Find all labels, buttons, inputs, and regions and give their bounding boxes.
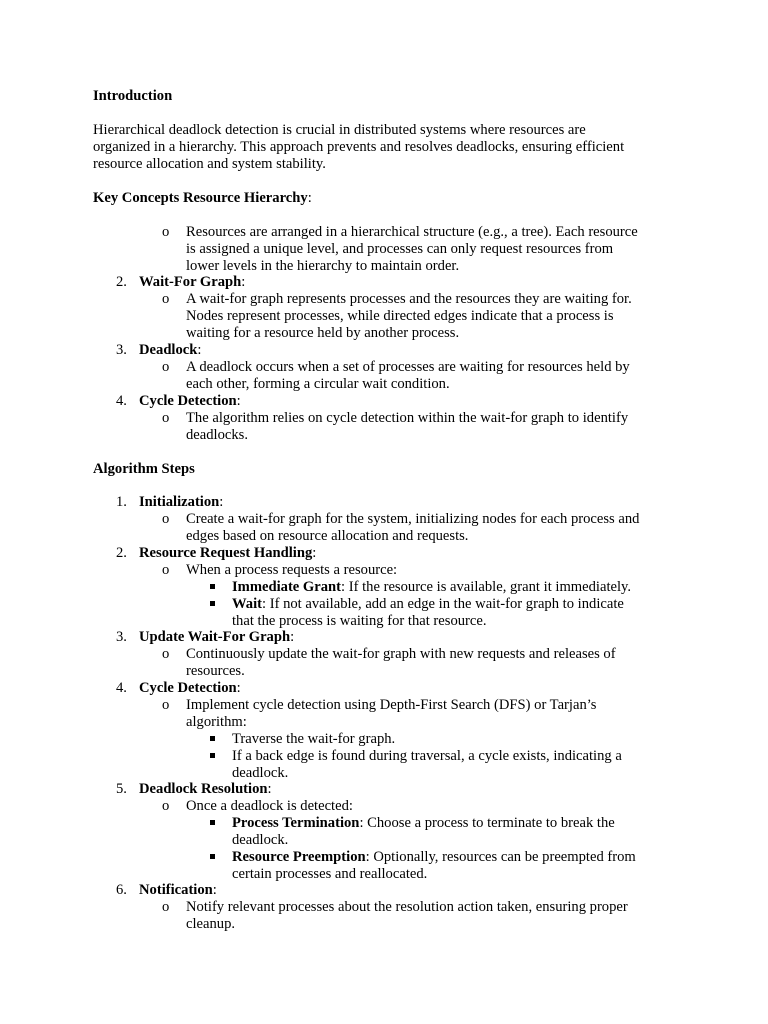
list-number: 3. [116, 629, 127, 645]
bullet-square [210, 820, 215, 825]
intro-paragraph-line: resource allocation and system stability. [93, 156, 326, 172]
list-item-title: Deadlock Resolution: [139, 781, 272, 797]
bullet-square [210, 584, 215, 589]
sub-item-text: that the process is waiting for that resource. [232, 613, 487, 629]
list-item-title: Wait-For Graph: [139, 274, 246, 290]
list-number: 5. [116, 781, 127, 797]
list-item-text: each other, forming a circular wait condition. [186, 376, 450, 392]
list-item-text: Once a deadlock is detected: [186, 798, 353, 814]
list-item-text: The algorithm relies on cycle detection within the wait-for graph to identify [186, 410, 629, 426]
bullet-circle: o [162, 359, 170, 375]
intro-heading: Introduction [93, 88, 173, 104]
list-item-text: algorithm: [186, 714, 247, 730]
sub-item-text: Immediate Grant: If the resource is available, grant it immediately. [232, 579, 632, 595]
list-item-text: is assigned a unique level, and processes can only request resources from [186, 241, 614, 257]
list-item-text: cleanup. [186, 916, 236, 932]
list-item-title: Notification: [139, 882, 217, 898]
bullet-circle: o [162, 697, 170, 713]
sub-item-text: deadlock. [232, 765, 289, 781]
bullet-square [210, 854, 215, 859]
sub-item-text: Traverse the wait-for graph. [232, 731, 396, 747]
list-item-text: Create a wait-for graph for the system, initializing nodes for each process and [186, 511, 640, 527]
bullet-square [210, 601, 215, 606]
sub-item-text: Resource Preemption: Optionally, resources can be preempted from [232, 849, 636, 865]
algorithm-steps-heading: Algorithm Steps [93, 461, 195, 477]
sub-item-text: certain processes and reallocated. [232, 866, 428, 882]
list-item-text: When a process requests a resource: [186, 562, 398, 578]
sub-item-text: Wait: If not available, add an edge in the wait-for graph to indicate [232, 596, 624, 612]
list-item-text: Nodes represent processes, while directed edges indicate that a process is [186, 308, 614, 324]
list-number: 6. [116, 882, 127, 898]
intro-paragraph-line: Hierarchical deadlock detection is crucial in distributed systems where resources are [93, 122, 586, 138]
list-item-text: waiting for a resource held by another process. [186, 325, 460, 341]
list-item-text: A deadlock occurs when a set of processes are waiting for resources held by [186, 359, 630, 375]
bullet-circle: o [162, 646, 170, 662]
list-number: 1. [116, 494, 127, 510]
list-number: 2. [116, 545, 127, 561]
bullet-square [210, 736, 215, 741]
list-item-text: edges based on resource allocation and requests. [186, 528, 469, 544]
bullet-circle: o [162, 798, 170, 814]
list-item-title: Cycle Detection: [139, 393, 241, 409]
list-item-title: Initialization: [139, 494, 224, 510]
bullet-square [210, 753, 215, 758]
bullet-circle: o [162, 410, 170, 426]
key-concepts-heading: Key Concepts Resource Hierarchy: [93, 190, 312, 206]
list-item-text: deadlocks. [186, 427, 249, 443]
bullet-circle: o [162, 511, 170, 527]
list-number: 3. [116, 342, 127, 358]
sub-item-text: If a back edge is found during traversal, a cycle exists, indicating a [232, 748, 622, 764]
list-number: 2. [116, 274, 127, 290]
list-item-text: lower levels in the hierarchy to maintain order. [186, 258, 460, 274]
list-item-text: Notify relevant processes about the resolution action taken, ensuring proper [186, 899, 628, 915]
list-number: 4. [116, 393, 127, 409]
list-item-title: Cycle Detection: [139, 680, 241, 696]
sub-item-text: Process Termination: Choose a process to terminate to break the [232, 815, 615, 831]
sub-item-text: deadlock. [232, 832, 289, 848]
list-item-text: Continuously update the wait-for graph with new requests and releases of [186, 646, 616, 662]
list-item-text: Resources are arranged in a hierarchical structure (e.g., a tree). Each resource [186, 224, 638, 240]
list-item-title: Update Wait-For Graph: [139, 629, 295, 645]
bullet-circle: o [162, 899, 170, 915]
list-item-text: resources. [186, 663, 245, 679]
list-number: 4. [116, 680, 127, 696]
bullet-circle: o [162, 224, 170, 240]
bullet-circle: o [162, 562, 170, 578]
list-item-title: Deadlock: [139, 342, 202, 358]
list-item-text: Implement cycle detection using Depth-First Search (DFS) or Tarjan’s [186, 697, 597, 713]
intro-paragraph-line: organized in a hierarchy. This approach prevents and resolves deadlocks, ensuring efficient [93, 139, 625, 155]
list-item-title: Resource Request Handling: [139, 545, 317, 561]
bullet-circle: o [162, 291, 170, 307]
list-item-text: A wait-for graph represents processes and the resources they are waiting for. [186, 291, 632, 307]
